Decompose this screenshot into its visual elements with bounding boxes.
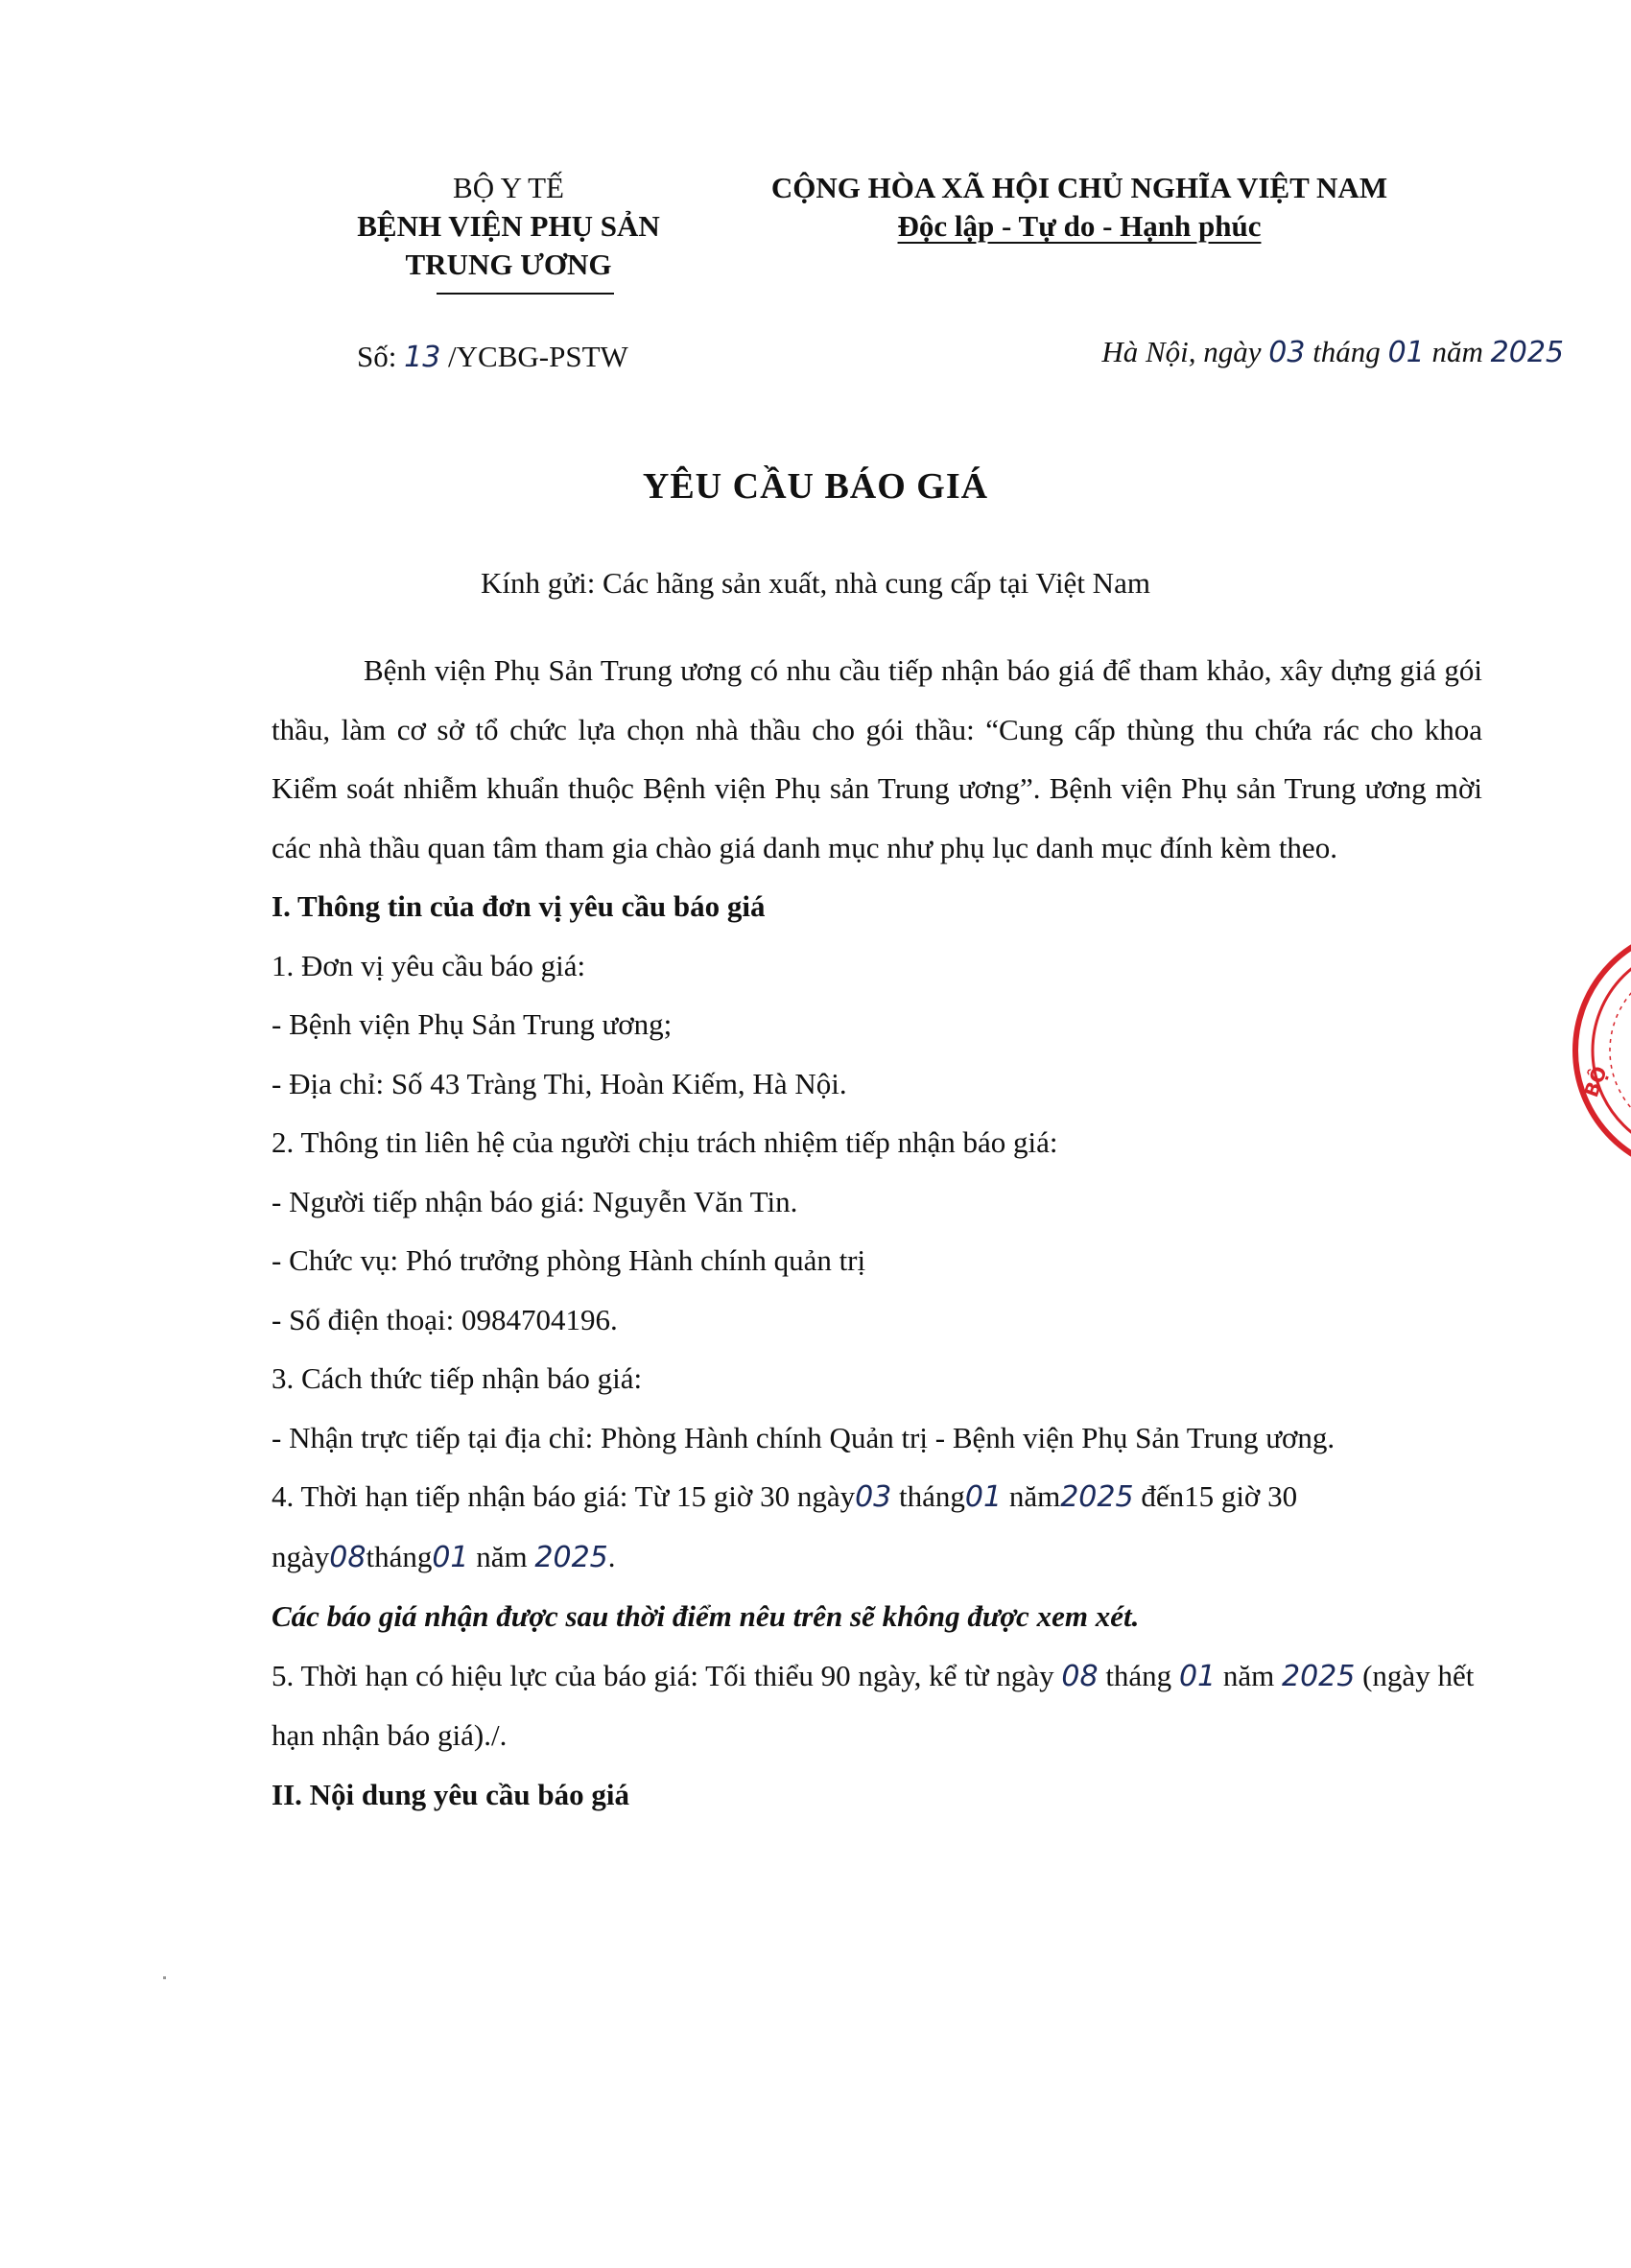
receive-method: - Nhận trực tiếp tại địa chỉ: Phòng Hành chính Quản trị - Bệnh viện Phụ Sản Trung ương. [272,1420,1336,1454]
section2-heading: II. Nội dung yêu cầu báo giá [272,1777,629,1811]
section1-heading: I. Thông tin của đơn vị yêu cầu báo giá [272,889,766,923]
seal-text: BỘ [1579,1063,1612,1100]
item4-deadline: 4. Thời hạn tiếp nhận báo giá: Từ 15 giờ 30 ngày03 tháng01 năm2025 đến15 giờ 30 ngày08tháng01 năm 2025. [272,1479,1298,1574]
recipient-line: Kính gửi: Các hãng sản xuất, nhà cung cấp tại Việt Nam [481,566,1150,600]
receiver-name: - Người tiếp nhận báo giá: Nguyễn Văn Tin. [272,1184,798,1218]
receiver-phone: - Số điện thoại: 0984704196. [272,1302,618,1336]
national-motto: Độc lập - Tự do - Hạnh phúc [897,209,1262,243]
item2-heading: 2. Thông tin liên hệ của người chịu trách nhiệm tiếp nhận báo giá: [272,1125,1058,1159]
issuer-underline [437,293,614,295]
late-submission-notice: Các báo giá nhận được sau thời điểm nêu trên sẽ không được xem xét. [272,1599,1140,1633]
document-date: Hà Nội, ngày 03 tháng 01 năm 2025 [1101,335,1564,369]
receiver-position: - Chức vụ: Phó trưởng phòng Hành chính quản trị [272,1243,866,1277]
item5-validity: 5. Thời hạn có hiệu lực của báo giá: Tối thiểu 90 ngày, kể từ ngày 08 tháng 01 năm 2025 (ngày hết hạn nhận báo giá)./. [272,1658,1475,1752]
scan-mark [163,1976,166,1979]
item3-heading: 3. Cách thức tiếp nhận báo giá: [272,1361,643,1395]
handwritten-number: 13 [404,341,441,374]
country-name: CỘNG HÒA XÃ HỘI CHỦ NGHĨA VIỆT NAM [770,171,1388,204]
handwritten-month: 01 [1387,336,1425,369]
ministry-name: BỘ Y TẾ [453,171,564,204]
red-seal-stamp [1554,921,1631,1180]
intro-paragraph: Bệnh viện Phụ Sản Trung ương có nhu cầu tiếp nhận báo giá để tham khảo, xây dựng giá gói thầu, làm cơ sở tổ chức lựa chọn nhà thầu cho gói thầu: “Cung cấp thùng thu chứa rác cho khoa Kiểm soát nhiễm khuẩn thuộc Bệnh viện Phụ sản Trung ương”. Bệnh viện Phụ sản Trung ương mời các nhà thầu quan tâm tham gia chào giá danh mục như phụ lục danh mục đính kèm theo. [272,653,1482,864]
hospital-name-line1: BỆNH VIỆN PHỤ SẢN [357,209,660,243]
handwritten-day: 03 [1268,336,1306,369]
unit-address: - Địa chỉ: Số 43 Tràng Thi, Hoàn Kiếm, Hà Nội. [272,1066,847,1100]
hospital-name-line2: TRUNG ƯƠNG [405,248,612,281]
handwritten-year: 2025 [1490,336,1564,369]
unit-name: - Bệnh viện Phụ Sản Trung ương; [272,1007,673,1041]
document-title: YÊU CẦU BÁO GIÁ [642,466,989,507]
document-body [272,641,1482,1824]
national-heading [715,169,1444,246]
document-number: Số: 13 /YCBG-PSTW [357,340,628,374]
item1-heading: 1. Đơn vị yêu cầu báo giá: [272,948,586,982]
issuer-block [288,169,729,284]
